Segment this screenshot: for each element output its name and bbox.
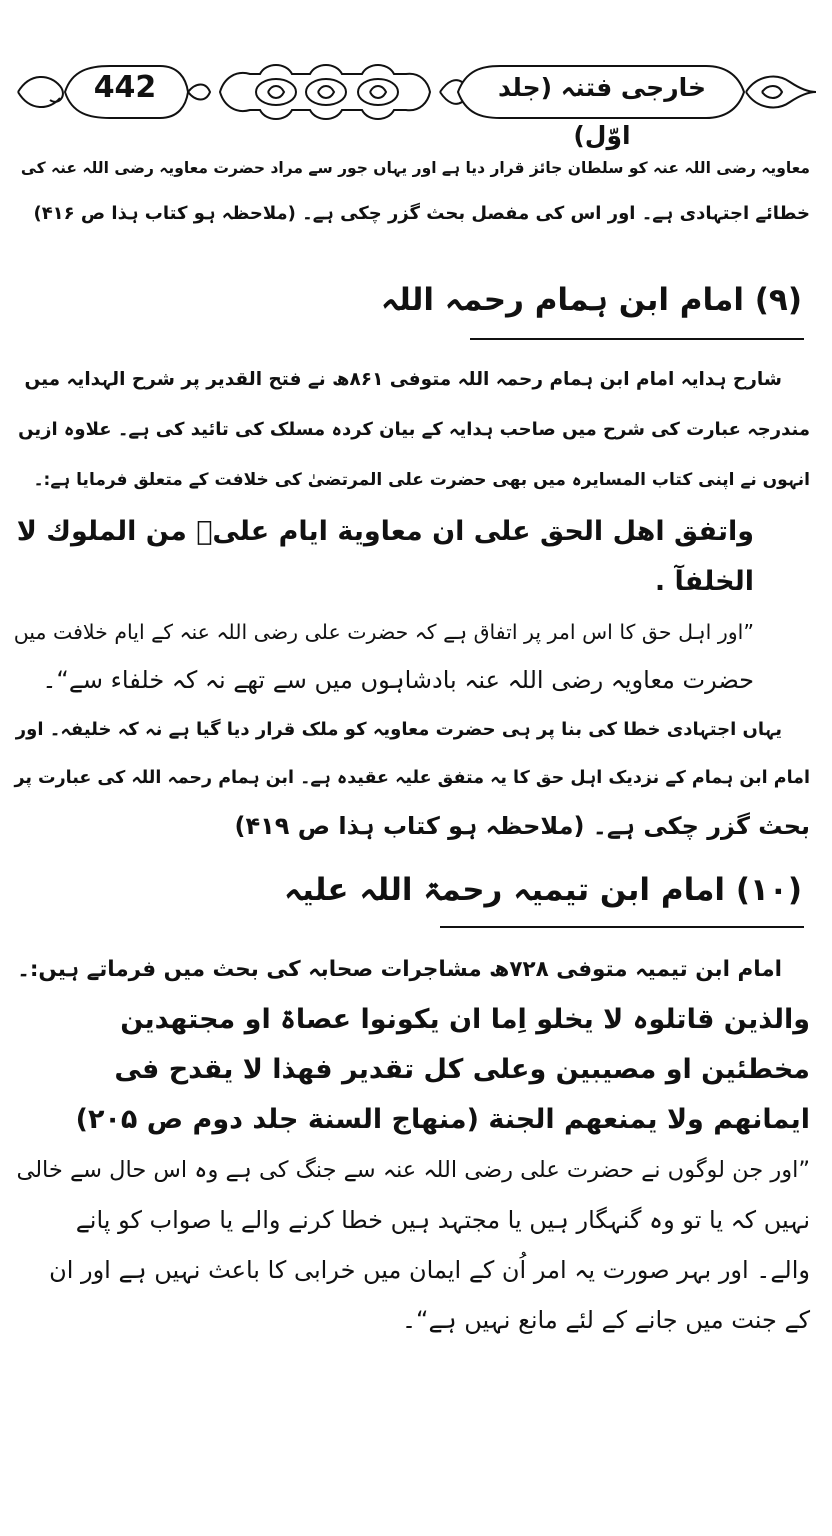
heading-underline bbox=[440, 926, 804, 928]
running-title: خارجی فتنہ (جلد اوّل) bbox=[497, 73, 707, 150]
arabic-quote-line: والذین قاتلوہ لا یخلو اِما ان یکونوا عصاۃ او مجتهدین bbox=[120, 1004, 810, 1035]
page-number: 442 bbox=[93, 70, 157, 105]
text-line: معاویہ رضی اللہ عنہ کو سلطان جائز قرار دیا ہے اور یہاں جور سے مراد حضرت معاویہ رضی اللہ عنہ کی bbox=[20, 159, 810, 177]
heading-underline bbox=[470, 338, 804, 340]
page-header bbox=[10, 52, 822, 150]
translation-line: ”اور جن لوگوں نے حضرت علی رضی اللہ عنہ سے جنگ کی ہے وہ اس حال سے خالی bbox=[16, 1157, 810, 1183]
arabic-quote-line: واتفق اهل الحق علی ان معاوية ايام علیؓ من الملوك لا bbox=[16, 516, 754, 547]
arabic-quote-line: مخطئین او مصیبین وعلی کل تقدیر فهذا لا یقدح فی bbox=[114, 1054, 810, 1085]
translation-line: حضرت معاویہ رضی اللہ عنہ بادشاہوں میں سے تھے نہ کہ خلفاء سے“۔ bbox=[42, 666, 754, 694]
text-line: بحث گزر چکی ہے۔ (ملاحظہ ہو کتاب ہذا ص ۴۱۹) bbox=[234, 812, 810, 840]
text-line: مندرجہ عبارت کی شرح میں صاحب ہدایہ کے بیان کردہ مسلک کی تائید کی ہے۔ علاوہ ازیں bbox=[18, 419, 810, 440]
translation-line: والے۔ اور بہر صورت یہ امر اُن کے ایمان میں خرابی کا باعث نہیں ہے اور ان bbox=[49, 1256, 810, 1284]
arabic-quote-line: ایمانهم ولا یمنعهم الجنة (منهاج السنة جلد دوم ص ۲۰۵) bbox=[75, 1104, 810, 1135]
translation-line: ”اور اہل حق کا اس امر پر اتفاق ہے کہ حضرت علی رضی اللہ عنہ کے ایام خلافت میں bbox=[13, 620, 754, 644]
text-line: شارح ہدایہ امام ابن ہمام رحمہ اللہ متوفی ۸۶۱ھ نے فتح القدیر پر شرح الہدایہ میں bbox=[24, 369, 782, 390]
text-line: امام ابن تیمیہ متوفی ۷۲۸ھ مشاجرات صحابہ کی بحث میں فرماتے ہیں:۔ bbox=[17, 957, 782, 982]
section-heading: (۹) امام ابن ہمام رحمہ اللہ bbox=[380, 282, 802, 318]
text-line: خطائے اجتہادی ہے۔ اور اس کی مفصل بحث گزر چکی ہے۔ (ملاحظہ ہو کتاب ہذا ص ۴۱۶) bbox=[33, 203, 810, 224]
arabic-quote-line: الخلفآ . bbox=[654, 566, 754, 597]
text-line: انہوں نے اپنی کتاب المسایرہ میں بھی حضرت علی المرتضیٰ کی خلافت کے متعلق فرمایا ہے:۔ bbox=[33, 470, 810, 490]
text-line: امام ابن ہمام کے نزدیک اہل حق کا یہ متفق علیہ عقیدہ ہے۔ ابن ہمام رحمہ اللہ کی عبارت پر bbox=[14, 768, 810, 788]
translation-line: نہیں کہ یا تو وہ گنہگار ہیں یا مجتہد ہیں خطا کرنے والے یا صواب کو پانے bbox=[75, 1206, 810, 1234]
section-heading: (۱۰) امام ابن تیمیہ رحمۃ اللہ علیہ bbox=[283, 872, 802, 908]
text-line: یہاں اجتہادی خطا کی بنا پر ہی حضرت معاویہ کو ملک قرار دیا گیا ہے نہ کہ خلیفہ۔ اور bbox=[15, 719, 782, 740]
translation-line: کے جنت میں جانے کے لئے مانع نہیں ہے“۔ bbox=[401, 1306, 810, 1334]
